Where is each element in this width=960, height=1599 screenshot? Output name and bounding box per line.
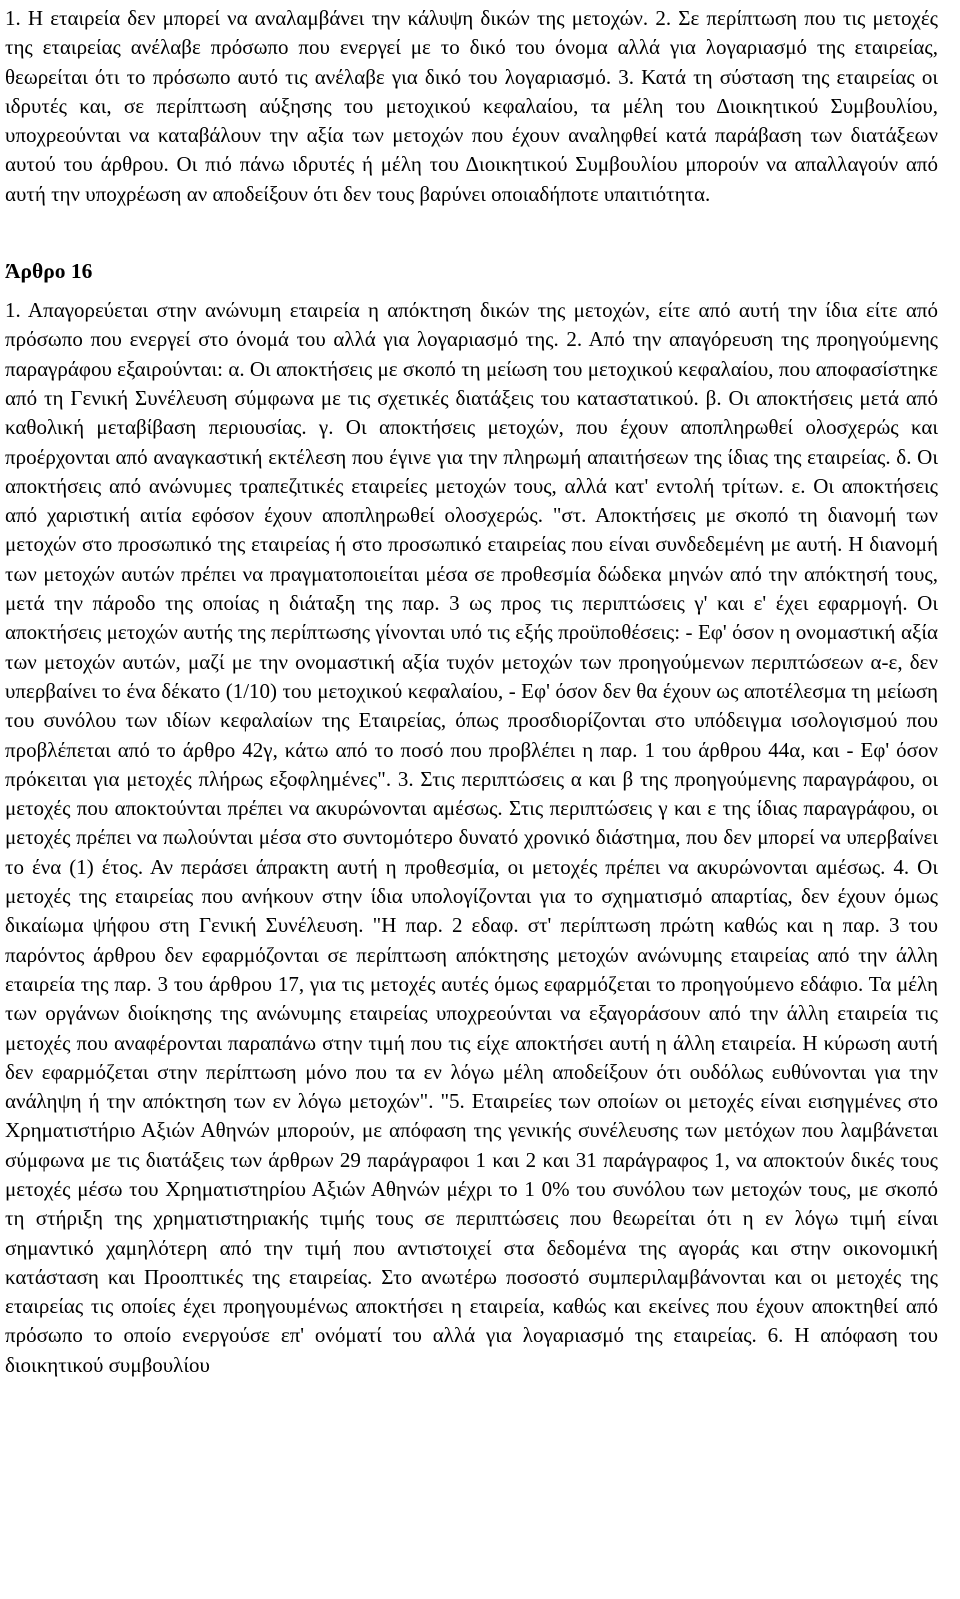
- paragraph: 1. Απαγορεύεται στην ανώνυμη εταιρεία η απόκτηση δικών της μετοχών, είτε από αυτή την ίδια είτε από πρόσωπο που ενεργεί στο όνομά του αλλά για λογαριασμό της. 2. Από την απαγόρευση της προηγούμενης παραγράφου εξαιρούνται: α. Οι αποκτήσεις με σκοπό τη μείωση του μετοχικού κεφαλαίου, που αποφασίστηκε από τη Γενική Συνέλευση σύμφωνα με τις σχετικές διατάξεις του καταστατικού. β. Οι αποκτήσεις μετά από καθολική μεταβίβαση περιουσίας. γ. Οι αποκτήσεις μετοχών, που έχουν αποπληρωθεί ολοσχερώς και προέρχονται από αναγκαστική εκτέλεση που έγινε για την πληρωμή απαιτήσεων της ίδιας της εταιρείας. δ. Οι αποκτήσεις από ανώνυμες τραπεζιτικές εταιρείες μετοχών τους, αλλά κατ' εντολή τρίτων. ε. Οι αποκτήσεις από χαριστική αιτία εφόσον έχουν αποπληρωθεί ολοσχερώς. "στ. Αποκτήσεις με σκοπό τη διανομή των μετοχών στο προσωπικό της εταιρείας ή στο προσωπικό εταιρείας που είναι συνδεδεμένη με αυτή. Η διανομή των μετοχών αυτών πρέπει να πραγματοποιείται μέσα σε προθεσμία δώδεκα μηνών από την απόκτησή τους, μετά την πάροδο της οποίας η διάταξη της παρ. 3 ως προς τις περιπτώσεις γ' και ε' έχει εφαρμογή. Οι αποκτήσεις μετοχών αυτής της περίπτωσης γίνονται υπό τις εξής προϋποθέσεις: - Εφ' όσον η ονομαστική αξία των μετοχών αυτών, μαζί με την ονομαστική αξία τυχόν μετοχών των προηγούμενων περιπτώσεων α-ε, δεν υπερβαίνει το ένα δέκατο (1/10) του μετοχικού κεφαλαίου, - Εφ' όσον δεν θα έχουν ως αποτέλεσμα τη μείωση του συνόλου των ιδίων κεφαλαίων της Εταιρείας, όπως προσδιορίζονται στο υπόδειγμα ισολογισμού που προβλέπεται από το άρθρο 42γ, κάτω από το ποσό που προβλέπει η παρ. 1 του άρθρου 44α, και - Εφ' όσον πρόκειται για μετοχές πλήρως εξοφλημένες". 3. Στις περιπτώσεις α και β της προηγούμενης παραγράφου, οι μετοχές που αποκτούνται πρέπει να ακυρώνονται αμέσως. Στις περιπτώσεις γ και ε της ίδιας παραγράφου, οι μετοχές πρέπει να πωλούνται μέσα στο συντομότερο δυνατό χρονικό διάστημα, που δεν μπορεί να υπερβαίνει το ένα (1) έτος. Αν περάσει άπρακτη αυτή η προθεσμία, οι μετοχές πρέπει να ακυρώνονται αμέσως. 4. Οι μετοχές της εταιρείας που ανήκουν στην ίδια υπολογίζονται για το σχηματισμό απαρτίας, δεν έχουν όμως δικαίωμα ψήφου στη Γενική Συνέλευση. "Η παρ. 2 εδαφ. στ' περίπτωση πρώτη καθώς και η παρ. 3 του παρόντος άρθρου δεν εφαρμόζονται σε περίπτωση απόκτησης μετοχών ανώνυμης εταιρείας από την άλλη εταιρεία της παρ. 3 του άρθρου 17, για τις μετοχές αυτές όμως εφαρμόζεται το προηγούμενο εδάφιο. Τα μέλη των οργάνων διοίκησης της ανώνυμης εταιρείας υποχρεούνται να εξαγοράσουν από την άλλη εταιρεία τις μετοχές που αναφέρονται παραπάνω στην τιμή που τις είχε αποκτήσει αυτή η άλλη εταιρεία. Η κύρωση αυτή δεν εφαρμόζεται στην περίπτωση μόνο που τα εν λόγω μέλη αποδείξουν ότι ουδόλως ευθύνονται για την ανάληψη ή την απόκτηση των εν λόγω μετοχών". "5. Εταιρείες των οποίων οι μετοχές είναι εισηγμένες στο Χρηματιστήριο Αξιών Αθηνών μπορούν, με απόφαση της γενικής συνέλευσης των μετόχων που λαμβάνεται σύμφωνα με τις διατάξεις των άρθρων 29 παράγραφοι 1 και 2 και 31 παράγραφος 1, να αποκτούν δικές τους μετοχές μέσω του Χρηματιστηρίου Αξιών Αθηνών μέχρι το 1 0% του συνόλου των μετοχών τους, με σκοπό τη στήριξη της χρηματιστηριακής τιμής τους σε περιπτώσεις που θεωρείται ότι η εν λόγω τιμή είναι σημαντικό χαμηλότερη από την τιμή που αντιστοιχεί στα δεδομένα της αγοράς και στην οικονομική κατάσταση και Προοπτικές της εταιρείας. Στο ανωτέρω ποσοστό συμπεριλαμβάνονται και οι μετοχές της εταιρείας τις οποίες έχει προηγουμένως αποκτήσει η εταιρεία, καθώς και εκείνες που έχουν αποκτηθεί από πρόσωπο το οποίο ενεργούσε επ' ονόματί του αλλά για λογαριασμό της εταιρείας. 6. Η απόφαση του διοικητικού συμβουλίου: [5, 298, 938, 1377]
- paragraph: 1. Η εταιρεία δεν μπορεί να αναλαμβάνει την κάλυψη δικών της μετοχών. 2. Σε περίπτωση που τις μετοχές της εταιρείας ανέλαβε πρόσωπο που ενεργεί με το δικό του όνομα αλλά για λογαριασμό της εταιρείας, θεωρείται ότι το πρόσωπο αυτό τις ανέλαβε για δικό του λογαριασμό. 3. Κατά τη σύσταση της εταιρείας οι ιδρυτές και, σε περίπτωση αύξησης του μετοχικού κεφαλαίου, τα μέλη του Διοικητικού Συμβουλίου, υποχρεούνται να καταβάλουν την αξία των μετοχών που έχουν αναληφθεί κατά παράβαση των διατάξεων αυτού του άρθρου. Οι πιό πάνω ιδρυτές ή μέλη του Διοικητικού Συμβουλίου μπορούν να απαλλαγούν από αυτή την υποχρέωση αν αποδείξουν ότι δεν τους βαρύνει οποιαδήποτε υπαιτιότητα.: [5, 6, 938, 206]
- article-heading: Άρθρο 16: [5, 259, 93, 284]
